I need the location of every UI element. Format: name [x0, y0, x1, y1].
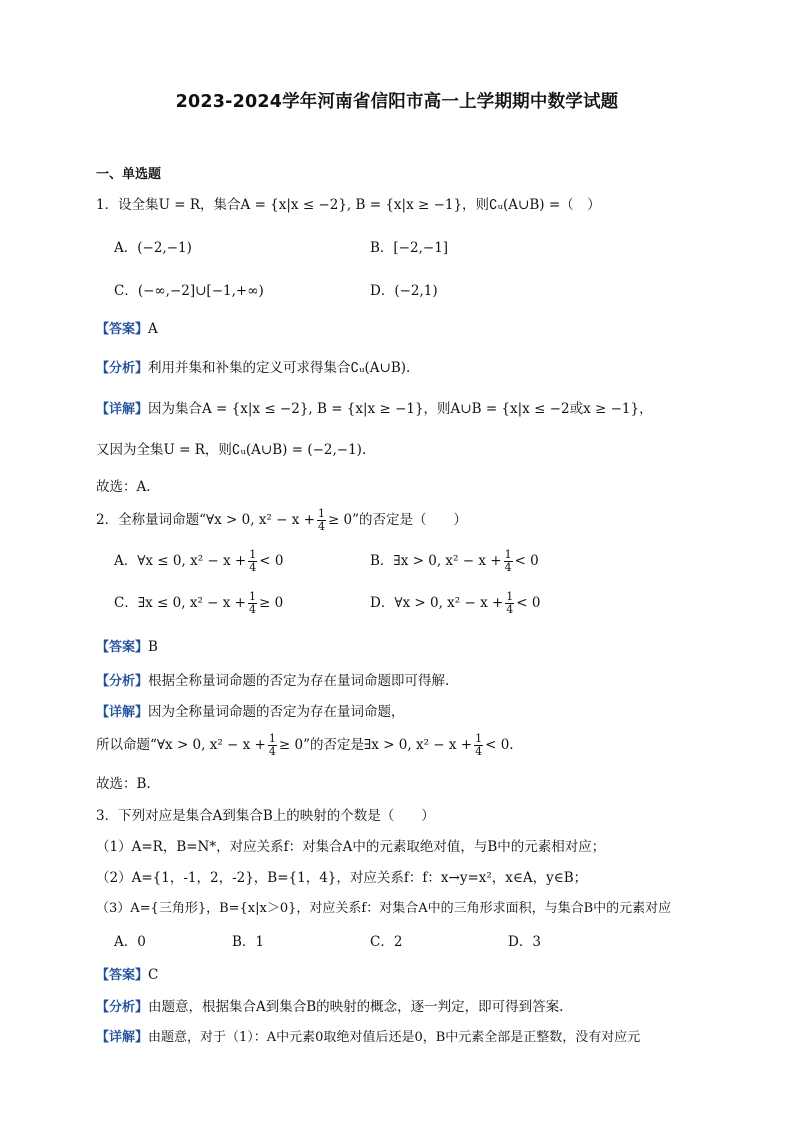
q3-analysis: 由题意，根据集合A到集合B的映射的概念，逐一判定，即可得到答案. — [148, 999, 564, 1015]
q2-opt-a-pre: A．∀x ≤ 0, x² − x + — [114, 553, 247, 569]
frac-num: 1 — [475, 732, 483, 745]
analysis-tag: 【分析】 — [96, 361, 149, 376]
analysis-tag: 【分析】 — [96, 1000, 149, 1015]
frac-num: 1 — [317, 507, 325, 520]
q1-option-b: B．[−2,−1] — [370, 240, 449, 256]
q2-opt-c-pre: C．∃x ≤ 0, x² − x + — [114, 595, 246, 611]
fraction-one-quarter — [268, 733, 277, 758]
fraction-one-quarter — [317, 508, 326, 533]
q1-detail-1: 因为集合A = {x|x ≤ −2}, B = {x|x ≥ −1}，则A∪B = {x|x ≤ −2或x ≥ −1}， — [148, 401, 653, 417]
q1-detail-row — [96, 397, 653, 417]
q3-detail-row — [96, 1026, 640, 1045]
q1-choose: 故选：A. — [96, 479, 151, 495]
detail-tag: 【详解】 — [96, 1030, 149, 1045]
q3-option-a: A．0 — [114, 934, 146, 950]
q2-answer-row — [96, 636, 158, 655]
q2-detail-2-mid: ≥ 0”的否定是∃x > 0, x² − x + — [278, 737, 473, 753]
q1-answer: A — [148, 321, 158, 337]
page-title: 2023-2024学年河南省信阳市高一上学期期中数学试题 — [175, 92, 619, 112]
q1-detail-2: 又因为全集U = R，则∁ᵤ(A∪B) = (−2,−1). — [96, 442, 367, 458]
q2-detail-2-post: < 0. — [485, 737, 514, 753]
q2-choose: 故选：B. — [96, 776, 151, 792]
q2-detail-1: 因为全称量词命题的否定为存在量词命题， — [148, 704, 405, 720]
frac-num: 1 — [249, 548, 257, 561]
q2-stem-post: ≥ 0”的否定是（ ） — [327, 512, 468, 528]
q2-opt-c-post: ≥ 0 — [258, 595, 284, 611]
frac-den: 4 — [317, 520, 325, 533]
frac-num: 1 — [506, 590, 514, 603]
q2-option-d — [370, 591, 541, 616]
q1-option-d: D．(−2,1) — [370, 283, 438, 299]
q3-option-b: B．1 — [232, 934, 265, 950]
question-3-stem: 3．下列对应是集合A到集合B上的映射的个数是（ ） — [96, 808, 435, 824]
q2-stem-pre: 2．全称量词命题“∀x > 0, x² − x + — [96, 512, 315, 528]
q2-opt-d-post: < 0 — [516, 595, 541, 611]
detail-tag: 【详解】 — [96, 402, 149, 417]
q2-detail-2-pre: 所以命题“∀x > 0, x² − x + — [96, 737, 266, 753]
frac-den: 4 — [504, 561, 512, 574]
q3-detail-1: 由题意，对于（1）：A中元素0取绝对值后还是0，B中元素全部是正整数，没有对应元 — [148, 1030, 641, 1045]
section-heading: 一、单选题 — [96, 167, 162, 182]
fraction-one-quarter — [474, 733, 483, 758]
q1-answer-row — [96, 318, 158, 337]
answer-tag: 【答案】 — [96, 968, 149, 983]
fraction-one-quarter — [248, 549, 257, 574]
q2-detail-row — [96, 700, 405, 720]
q1-analysis-row — [96, 356, 410, 376]
q2-opt-b-post: < 0 — [514, 553, 539, 569]
q1-option-c: C．(−∞,−2]∪[−1,+∞) — [114, 283, 264, 299]
analysis-tag: 【分析】 — [96, 674, 149, 689]
q2-opt-d-pre: D．∀x > 0, x² − x + — [370, 595, 504, 611]
q3-option-d: D．3 — [508, 934, 541, 950]
q2-option-b — [370, 549, 539, 574]
q3-option-c: C．2 — [370, 934, 403, 950]
frac-num: 1 — [504, 548, 512, 561]
q2-analysis-row — [96, 669, 449, 689]
q1-analysis: 利用并集和补集的定义可求得集合∁ᵤ(A∪B). — [148, 360, 411, 376]
frac-den: 4 — [268, 745, 276, 758]
q3-item-3: （3）A={三角形}，B={x|x＞0}，对应关系f：对集合A中的三角形求面积，与集合B中的元素对应 — [96, 901, 672, 916]
q3-answer-row — [96, 964, 158, 983]
q2-opt-a-post: < 0 — [259, 553, 284, 569]
frac-den: 4 — [249, 561, 257, 574]
q3-item-1: （1）A=R，B=N*，对应关系f：对集合A中的元素取绝对值，与B中的元素相对应； — [96, 839, 606, 855]
q2-answer: B — [148, 639, 158, 655]
fraction-one-quarter — [248, 591, 257, 616]
frac-den: 4 — [506, 603, 514, 616]
question-2-stem — [96, 508, 467, 533]
q1-option-a: A．(−2,−1) — [114, 240, 192, 256]
q3-answer: C — [148, 967, 159, 983]
fraction-one-quarter — [505, 591, 514, 616]
fraction-one-quarter — [504, 549, 513, 574]
q2-analysis: 根据全称量词命题的否定为存在量词命题即可得解. — [148, 673, 450, 689]
frac-den: 4 — [475, 745, 483, 758]
q2-option-c — [114, 591, 283, 616]
answer-tag: 【答案】 — [96, 322, 149, 337]
frac-den: 4 — [248, 603, 256, 616]
q3-item-2: （2）A={1，-1，2，-2}，B={1，4}，对应关系f：f：x→y=x²，x∈A，y∈B； — [96, 870, 588, 886]
answer-tag: 【答案】 — [96, 640, 149, 655]
q2-opt-b-pre: B．∃x > 0, x² − x + — [370, 553, 502, 569]
q2-option-a — [114, 549, 283, 574]
q2-detail-2 — [96, 733, 514, 758]
q3-analysis-row — [96, 995, 563, 1015]
detail-tag: 【详解】 — [96, 705, 149, 720]
frac-num: 1 — [248, 590, 256, 603]
frac-num: 1 — [268, 732, 276, 745]
question-1-stem: 1．设全集U = R，集合A = {x|x ≤ −2}, B = {x|x ≥ −1}，则∁ᵤ(A∪B) =（ ） — [96, 197, 601, 213]
